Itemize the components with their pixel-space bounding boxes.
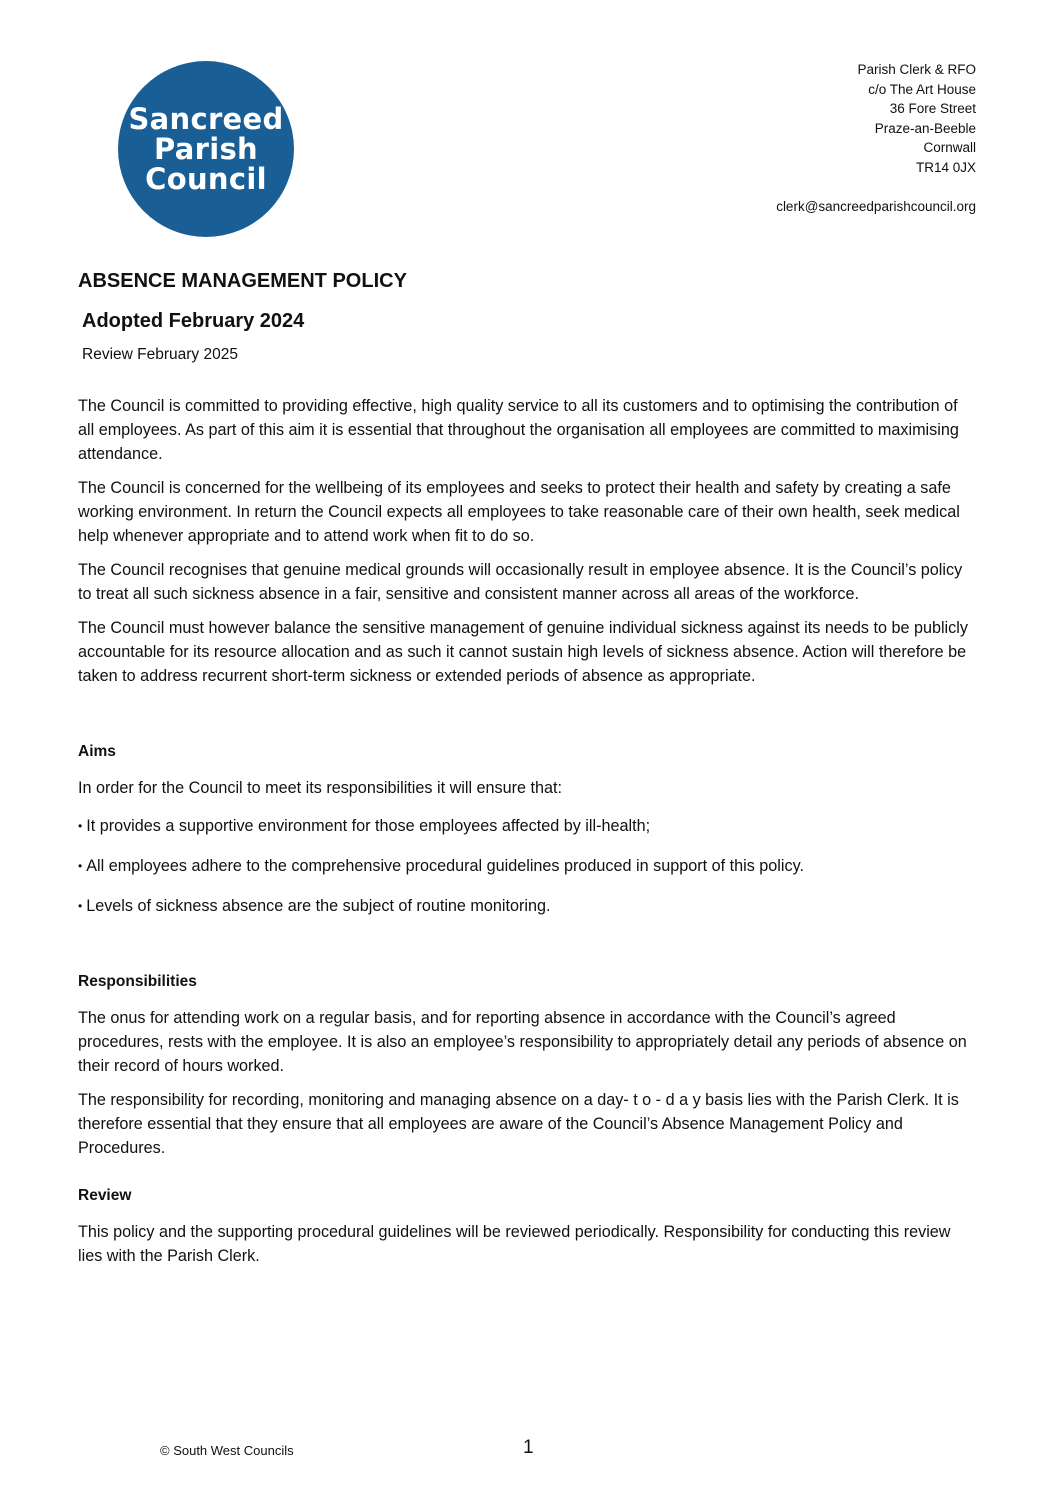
review-date: Review February 2025: [82, 346, 238, 363]
bullet-icon: •: [78, 859, 83, 873]
address-line: TR14 0JX: [915, 159, 976, 175]
body-paragraph: The Council recognises that genuine medical grounds will occasionally result in employee absence. It is the Council’s policy to treat all such sickness absence in a fair, sensitive and consistent manner across all areas of the workforce.: [78, 561, 963, 603]
address-line: Cornwall: [923, 140, 976, 156]
aims-bullet: [78, 854, 978, 878]
page-number: 1: [523, 1437, 534, 1458]
footer-copyright: © South West Councils: [160, 1443, 294, 1458]
responsibilities-paragraph: The responsibility for recording, monitoring and managing absence on a day- t o - d a y basis lies with the Parish Clerk. It is therefore essential that they ensure that all employees are aware of the Council’s Absence Management Policy and Procedures.: [78, 1091, 959, 1157]
address-line: Parish Clerk & RFO: [857, 62, 976, 77]
bullet-text: All employees adhere to the comprehensive procedural guidelines produced in support of this policy.: [86, 857, 804, 875]
aims-intro: In order for the Council to meet its responsibilities it will ensure that:: [78, 779, 563, 797]
document-title: ABSENCE MANAGEMENT POLICY: [78, 270, 407, 292]
address-line: Praze-an-Beeble: [874, 120, 976, 136]
aims-heading: Aims: [78, 743, 116, 760]
logo-line: Council: [145, 162, 267, 196]
aims-bullet: [78, 814, 978, 838]
adopted-date: Adopted February 2024: [82, 310, 305, 332]
review-heading: Review: [78, 1187, 132, 1204]
review-paragraph: This policy and the supporting procedural guidelines will be reviewed periodically. Responsibility for conducting this review lies with the Parish Clerk.: [78, 1223, 951, 1265]
bullet-icon: •: [78, 819, 83, 833]
council-logo: [118, 61, 294, 237]
body-paragraph: The Council must however balance the sensitive management of genuine individual sickness against its needs to be publicly accountable for its resource allocation and as such it cannot sustain high levels of sickness absence. Action will therefore be taken to address recurrent short-term sickness or extended periods of absence as appropriate.: [78, 619, 968, 685]
clerk-email: clerk@sancreedparishcouncil.org: [776, 198, 976, 214]
address-line: 36 Fore Street: [889, 101, 976, 117]
responsibilities-heading: Responsibilities: [78, 973, 197, 990]
bullet-text: Levels of sickness absence are the subject of routine monitoring.: [86, 897, 551, 915]
document-body: [78, 394, 978, 1278]
logo-line: Sancreed: [128, 102, 284, 136]
address-line: c/o The Art House: [868, 81, 976, 97]
aims-bullet: [78, 894, 978, 918]
bullet-icon: •: [78, 899, 83, 913]
bullet-text: It provides a supportive environment for those employees affected by ill-health;: [86, 817, 651, 835]
body-paragraph: The Council is committed to providing effective, high quality service to all its customers and to optimising the contribution of all employees. As part of this aim it is essential that throughout the organisation all employees are committed to maximising attendance.: [78, 397, 959, 463]
logo-line: Parish: [154, 132, 258, 166]
clerk-address: [776, 60, 976, 216]
body-paragraph: The Council is concerned for the wellbeing of its employees and seeks to protect their health and safety by creating a safe working environment. In return the Council expects all employees to take reasonable care of their own health, seek medical help whenever appropriate and to attend work when fit to do so.: [78, 479, 960, 545]
responsibilities-paragraph: The onus for attending work on a regular basis, and for reporting absence in accordance with the Council’s agreed procedures, rests with the employee. It is also an employee’s responsibility to appropriately detail any periods of absence on their record of hours worked.: [78, 1009, 967, 1075]
